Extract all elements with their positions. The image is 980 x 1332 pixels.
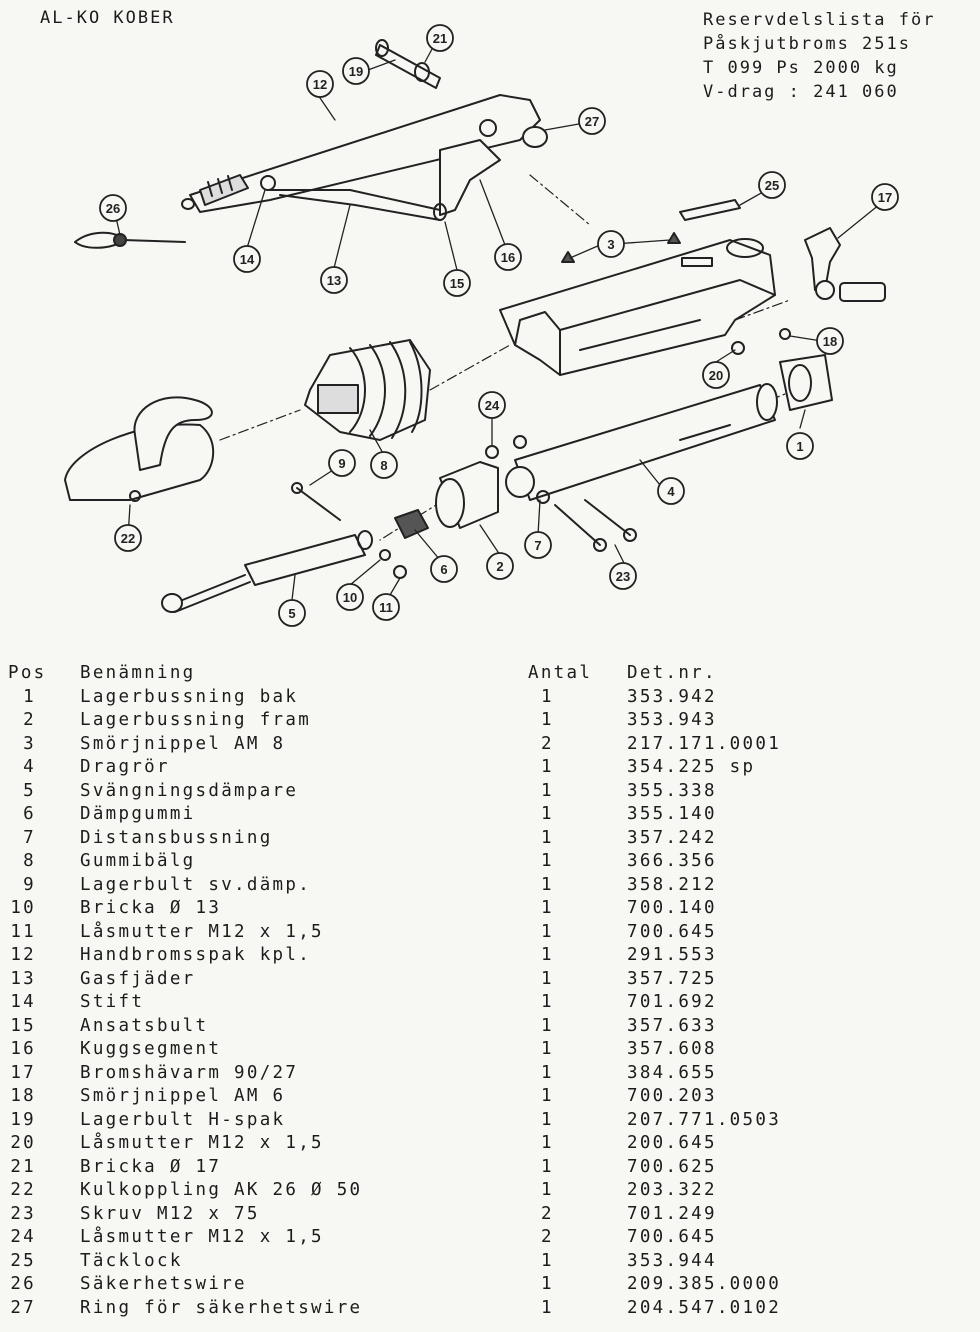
cell-det: 217.171.0001 — [627, 733, 782, 754]
callout-7 — [525, 532, 551, 558]
cell-name: Säkerhetswire — [80, 1274, 247, 1294]
header-qty: Antal — [528, 663, 593, 683]
cell-pos: 10 — [10, 898, 36, 918]
cell-pos: 21 — [10, 1156, 36, 1177]
cell-pos: 7 — [23, 827, 36, 848]
cell-name: Gasfjäder — [80, 968, 196, 989]
cell-pos: 17 — [10, 1062, 36, 1083]
table-row — [0, 1180, 980, 1204]
callout-5 — [279, 600, 305, 626]
table-row — [0, 1039, 980, 1063]
cell-qty: 1 — [541, 874, 554, 895]
svg-text:24: 24 — [484, 398, 500, 413]
cell-qty: 1 — [541, 1109, 554, 1130]
cell-det: 358.212 — [627, 874, 717, 895]
callout-10 — [337, 584, 363, 610]
cell-det: 291.553 — [627, 945, 717, 965]
svg-text:2: 2 — [496, 559, 504, 574]
rubber-bellows-part — [305, 340, 430, 440]
callout-24 — [479, 392, 505, 418]
cell-name: Stift — [80, 992, 145, 1012]
table-row — [0, 1251, 980, 1275]
cell-det: 353.943 — [627, 710, 717, 730]
callout-15 — [444, 270, 470, 296]
cell-det: 357.633 — [627, 1015, 717, 1036]
draw-tube-part — [515, 384, 777, 500]
cell-pos: 16 — [10, 1039, 36, 1059]
cell-qty: 1 — [541, 1274, 554, 1294]
table-row — [0, 1110, 980, 1134]
callout-27 — [579, 108, 605, 134]
cell-det: 353.942 — [627, 686, 717, 707]
svg-text:17: 17 — [877, 190, 893, 205]
cell-name: Smörjnippel AM 8 — [80, 733, 286, 754]
cell-name: Kuggsegment — [80, 1039, 222, 1059]
table-header-row — [0, 663, 980, 687]
coupling-housing-part — [500, 239, 775, 375]
cell-name: Svängningsdämpare — [80, 780, 299, 801]
cell-name: Ring för säkerhetswire — [80, 1297, 363, 1318]
header-name: Benämning — [80, 663, 196, 683]
table-row — [0, 1086, 980, 1110]
cell-det: 701.249 — [627, 1203, 717, 1224]
cell-pos: 11 — [10, 921, 36, 942]
svg-text:11: 11 — [379, 600, 393, 615]
cell-pos: 26 — [10, 1274, 36, 1294]
svg-text:5: 5 — [288, 606, 296, 621]
cell-qty: 1 — [541, 686, 554, 707]
cell-pos: 18 — [10, 1086, 36, 1106]
cell-pos: 22 — [10, 1180, 36, 1200]
svg-text:26: 26 — [105, 201, 121, 216]
cell-pos: 14 — [10, 992, 36, 1012]
cell-name: Låsmutter M12 x 1,5 — [80, 921, 324, 942]
ball-coupling-part — [65, 397, 213, 501]
cell-qty: 1 — [541, 1297, 554, 1318]
cell-pos: 9 — [23, 874, 36, 895]
svg-text:27: 27 — [584, 114, 600, 129]
svg-text:20: 20 — [708, 368, 724, 383]
cell-det: 700.625 — [627, 1156, 717, 1177]
cell-pos: 20 — [10, 1133, 36, 1153]
cell-det: 700.203 — [627, 1086, 717, 1106]
callout-3 — [598, 231, 624, 257]
cell-name: Dragrör — [80, 757, 170, 777]
table-row — [0, 851, 980, 875]
callout-8 — [371, 452, 397, 478]
callout-13 — [321, 267, 347, 293]
cell-qty: 1 — [541, 898, 554, 918]
cell-qty: 1 — [541, 945, 554, 965]
callout-20 — [703, 362, 729, 388]
cell-pos: 24 — [10, 1227, 36, 1247]
cell-name: Lagerbussning bak — [80, 686, 299, 707]
table-row — [0, 710, 980, 734]
cell-name: Kulkoppling AK 26 Ø 50 — [80, 1180, 363, 1200]
cell-qty: 1 — [541, 1062, 554, 1083]
table-row — [0, 828, 980, 852]
cell-det: 207.771.0503 — [627, 1109, 782, 1130]
svg-text:16: 16 — [500, 250, 516, 265]
header-pos: Pos — [8, 663, 47, 683]
cell-pos: 12 — [10, 945, 36, 965]
cell-qty: 1 — [541, 1086, 554, 1106]
cell-pos: 25 — [10, 1250, 36, 1271]
cell-det: 357.608 — [627, 1039, 717, 1059]
cell-qty: 2 — [541, 1203, 554, 1224]
cell-name: Ansatsbult — [80, 1015, 209, 1036]
cell-pos: 6 — [23, 804, 36, 824]
cell-det: 357.242 — [627, 827, 717, 848]
callout-14 — [234, 246, 260, 272]
cell-qty: 2 — [541, 1227, 554, 1247]
svg-text:12: 12 — [312, 77, 328, 92]
cell-name: Låsmutter M12 x 1,5 — [80, 1133, 324, 1153]
cell-name: Skruv M12 x 75 — [80, 1203, 260, 1224]
header-det: Det.nr. — [627, 663, 717, 683]
svg-text:25: 25 — [764, 178, 780, 193]
brake-lever-part — [805, 228, 885, 301]
cell-pos: 5 — [23, 780, 36, 801]
cell-name: Bromshävarm 90/27 — [80, 1062, 299, 1083]
header-line-2: Påskjutbroms 251s — [703, 34, 911, 54]
svg-text:1: 1 — [796, 439, 804, 454]
cell-det: 203.322 — [627, 1180, 717, 1200]
table-row — [0, 945, 980, 969]
svg-text:23: 23 — [615, 569, 631, 584]
svg-text:7: 7 — [534, 538, 542, 553]
cell-det: 700.645 — [627, 921, 717, 942]
cover-part — [680, 200, 740, 220]
cell-qty: 1 — [541, 992, 554, 1012]
cell-qty: 1 — [541, 1133, 554, 1153]
cell-qty: 1 — [541, 827, 554, 848]
cell-qty: 1 — [541, 757, 554, 777]
cell-name: Lagerbussning fram — [80, 710, 312, 730]
callout-25 — [759, 172, 785, 198]
svg-text:13: 13 — [326, 273, 342, 288]
callout-26 — [100, 195, 126, 221]
cell-det: 701.692 — [627, 992, 717, 1012]
cell-det: 357.725 — [627, 968, 717, 989]
table-row — [0, 922, 980, 946]
table-row — [0, 992, 980, 1016]
cell-name: Handbromsspak kpl. — [80, 945, 312, 965]
callout-12 — [307, 71, 333, 97]
cell-name: Dämpgummi — [80, 804, 196, 824]
callout-21 — [427, 25, 453, 51]
callout-23 — [610, 563, 636, 589]
cell-name: Täcklock — [80, 1250, 183, 1271]
table-row — [0, 1016, 980, 1040]
callout-16 — [495, 244, 521, 270]
table-row — [0, 781, 980, 805]
svg-text:9: 9 — [338, 456, 346, 471]
table-row — [0, 875, 980, 899]
cell-pos: 15 — [10, 1015, 36, 1036]
cell-qty: 1 — [541, 851, 554, 871]
cell-det: 355.338 — [627, 780, 717, 801]
cell-pos: 19 — [10, 1109, 36, 1130]
cell-det: 209.385.0000 — [627, 1274, 782, 1294]
svg-text:18: 18 — [822, 334, 838, 349]
cell-qty: 1 — [541, 921, 554, 942]
cell-qty: 1 — [541, 804, 554, 824]
cell-name: Gummibälg — [80, 851, 196, 871]
table-row — [0, 1274, 980, 1298]
cell-name: Låsmutter M12 x 1,5 — [80, 1227, 324, 1247]
brand-title: AL-KO KOBER — [40, 8, 175, 28]
cell-pos: 8 — [23, 851, 36, 871]
cell-name: Distansbussning — [80, 827, 273, 848]
header-line-4: V-drag : 241 060 — [703, 82, 899, 102]
callout-22 — [115, 525, 141, 551]
cell-qty: 1 — [541, 780, 554, 801]
table-row — [0, 757, 980, 781]
handbrake-lever-part — [182, 95, 547, 220]
cell-det: 353.944 — [627, 1250, 717, 1271]
cell-name: Smörjnippel AM 6 — [80, 1086, 286, 1106]
svg-text:8: 8 — [380, 458, 388, 473]
header-line-1: Reservdelslista för — [703, 10, 936, 30]
svg-text:3: 3 — [607, 237, 615, 252]
svg-text:6: 6 — [440, 562, 448, 577]
callout-2 — [487, 553, 513, 579]
callout-9 — [329, 450, 355, 476]
cell-qty: 1 — [541, 710, 554, 730]
cell-qty: 1 — [541, 1015, 554, 1036]
cell-qty: 2 — [541, 733, 554, 754]
cell-det: 200.645 — [627, 1133, 717, 1153]
table-row — [0, 969, 980, 993]
table-row — [0, 898, 980, 922]
svg-text:19: 19 — [348, 64, 364, 79]
cell-name: Bricka Ø 17 — [80, 1156, 222, 1177]
parts-list-table — [0, 663, 980, 1321]
svg-text:15: 15 — [449, 276, 465, 291]
cell-pos: 1 — [23, 686, 36, 707]
table-row — [0, 1157, 980, 1181]
cell-qty: 1 — [541, 1180, 554, 1200]
cell-qty: 1 — [541, 968, 554, 989]
svg-text:14: 14 — [239, 252, 255, 267]
cell-pos: 3 — [23, 733, 36, 754]
callout-19 — [343, 58, 369, 84]
callout-1 — [787, 433, 813, 459]
cell-pos: 2 — [23, 710, 36, 730]
table-row — [0, 1133, 980, 1157]
callout-18 — [817, 328, 843, 354]
callout-11 — [373, 594, 399, 620]
exploded-parts-diagram — [0, 0, 980, 640]
table-row — [0, 1204, 980, 1228]
cell-det: 384.655 — [627, 1062, 717, 1083]
cell-det: 366.356 — [627, 851, 717, 871]
table-row — [0, 1227, 980, 1251]
table-row — [0, 734, 980, 758]
cell-det: 700.645 — [627, 1227, 717, 1247]
cell-name: Lagerbult sv.dämp. — [80, 874, 312, 895]
table-row — [0, 804, 980, 828]
cell-pos: 23 — [10, 1203, 36, 1224]
svg-text:4: 4 — [667, 484, 675, 499]
table-row — [0, 1298, 980, 1322]
header-line-3: T 099 Ps 2000 kg — [703, 58, 899, 78]
cell-det: 354.225 sp — [627, 757, 756, 777]
safety-wire-part — [75, 233, 185, 248]
callout-17 — [872, 184, 898, 210]
callout-6 — [431, 556, 457, 582]
cell-qty: 1 — [541, 1156, 554, 1177]
cell-pos: 4 — [23, 757, 36, 777]
cell-det: 355.140 — [627, 804, 717, 824]
svg-text:21: 21 — [432, 31, 448, 46]
front-bushing-part — [436, 462, 534, 528]
callout-4 — [658, 478, 684, 504]
rear-bushing-part — [780, 355, 832, 410]
table-row — [0, 1063, 980, 1087]
cell-pos: 27 — [10, 1297, 36, 1318]
svg-text:10: 10 — [342, 590, 358, 605]
cell-pos: 13 — [10, 968, 36, 989]
cell-det: 700.140 — [627, 898, 717, 918]
svg-text:22: 22 — [120, 531, 136, 546]
cell-qty: 1 — [541, 1250, 554, 1271]
cell-name: Lagerbult H-spak — [80, 1109, 286, 1130]
cell-det: 204.547.0102 — [627, 1297, 782, 1318]
cell-qty: 1 — [541, 1039, 554, 1059]
table-row — [0, 687, 980, 711]
cell-name: Bricka Ø 13 — [80, 898, 222, 918]
